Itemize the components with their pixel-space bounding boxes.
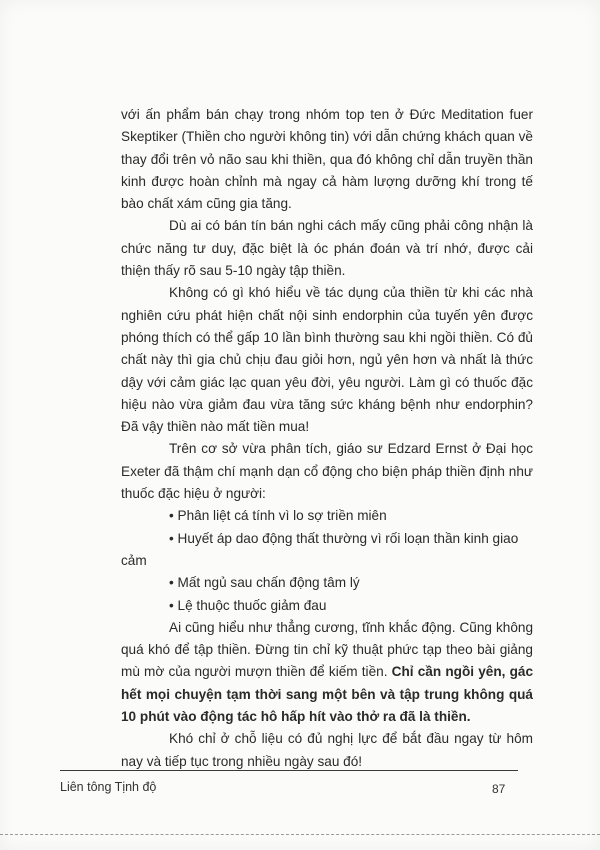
- paragraph-1: với ấn phẩm bán chạy trong nhóm top ten ở Đức Meditation fuer Skeptiker (Thiền cho người không tin) với dẫn chứng khách quan về thay đổi trên vỏ não sau khi thiền, qua đó không chỉ dẫn truyền thần kinh được hoàn chỉnh mà ngay cả hàm lượng dưỡng khí trong tế bào chất xám cũng gia tăng.: [121, 107, 533, 212]
- footer-divider: [60, 770, 518, 771]
- scan-bottom-edge: [0, 834, 600, 835]
- bullet-item-3: • Mất ngủ sau chấn động tâm lý: [169, 575, 360, 591]
- paragraph-5-text: Ai cũng hiểu như thẳng cương, tĩnh khắc động. Cũng không quá khó để tập thiền. Đừng tin chỉ kỹ thuật phức tạp theo bài giảng mù mờ của người mượn thiền để kiếm tiền.: [121, 619, 533, 680]
- footer-book-title: Liên tông Tịnh độ: [60, 780, 157, 794]
- paragraph-5: [121, 617, 533, 728]
- page-body: [121, 104, 533, 773]
- paragraph-3: Không có gì khó hiểu về tác dụng của thiền từ khi các nhà nghiên cứu phát hiện chất nội sinh endorphin của tuyến yên được phóng thích có thể gấp 10 lần bình thường sau khi ngồi thiền. Có đủ chất này thì gia chủ chịu đau giỏi hơn, ngủ yên hơn và nhất là thức dậy với cảm giác lạc quan yêu đời, yêu người. Làm gì có thuốc đặc hiệu nào vừa giảm đau vừa tăng sức kháng bệnh như endorphin? Đã vậy thiền nào mất tiền mua!: [121, 285, 533, 435]
- paragraph-2: Dù ai có bán tín bán nghi cách mấy cũng phải công nhận là chức năng tư duy, đặc biệt là óc phán đoán và trí nhớ, được cải thiện thấy rõ sau 5-10 ngày tập thiền.: [121, 218, 533, 279]
- bullet-item-1: • Phân liệt cá tính vì lo sợ triền miên: [169, 508, 387, 524]
- bullet-item-2-continuation: cảm: [121, 552, 147, 568]
- paragraph-4: Trên cơ sở vừa phân tích, giáo sư Edzard Ernst ở Đại học Exeter đã thậm chí mạnh dạn cổ động cho biện pháp thiền định như thuốc đặc hiệu ở người:: [121, 441, 533, 502]
- page-number: 87: [492, 782, 506, 796]
- bullet-item-4: • Lệ thuộc thuốc giảm đau: [169, 597, 327, 613]
- paragraph-6: Khó chỉ ở chỗ liệu có đủ nghị lực để bắt đầu ngay từ hôm nay và tiếp tục trong nhiều ngày sau đó!: [121, 731, 533, 769]
- paragraph-5-emphasis: Chỉ cần ngồi yên, gác hết mọi chuyện tạm thời sang một bên và tập trung không quá 10 phút vào động tác hô hấp hít vào thở ra đã là thiền.: [121, 664, 533, 725]
- bullet-item-2: • Huyết áp dao động thất thường vì rối loạn thần kinh giao: [169, 530, 519, 546]
